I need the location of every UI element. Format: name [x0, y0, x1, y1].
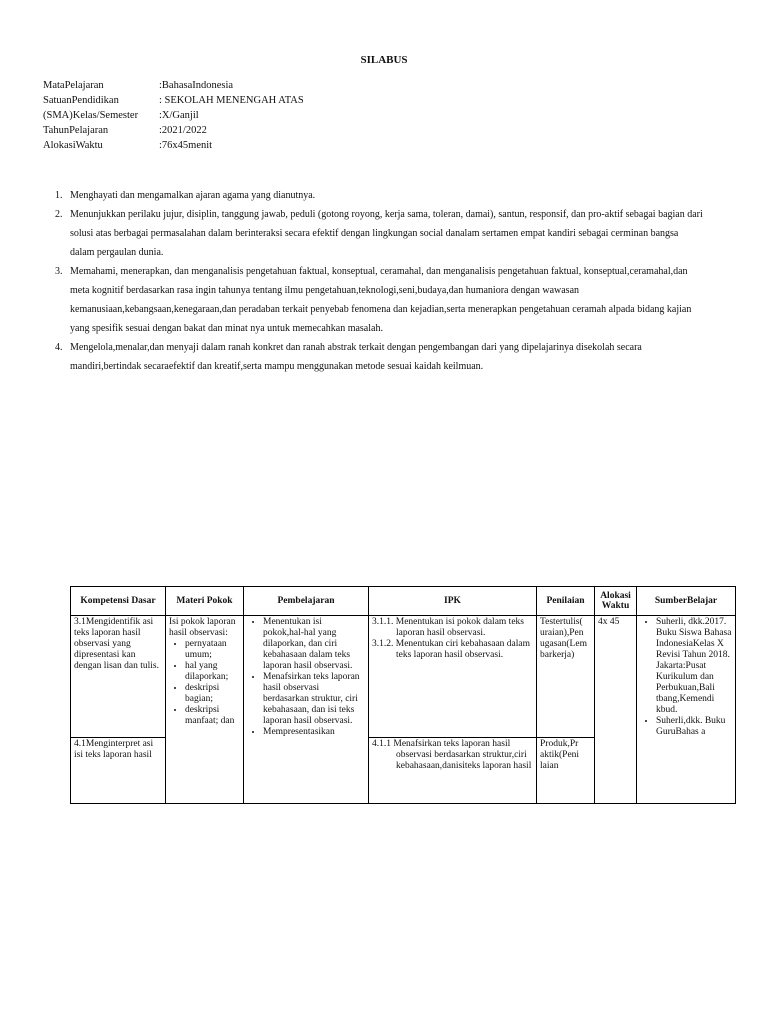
list-item: • deskripsi manfaat; dan [185, 705, 240, 727]
list-number: 4. [55, 342, 63, 353]
list-number: 2. [55, 209, 63, 220]
info-value: :BahasaIndonesia [159, 80, 234, 91]
ipk-item: 4.1.1 Menafsirkan teks laporan hasil observasi berdasarkan struktur,ciri kebahasaan,danisiteks laporan hasil [372, 739, 532, 771]
syllabus-table [70, 586, 736, 804]
materi-intro: Isi pokok laporan hasil observasi: [169, 617, 236, 638]
kd-text: 3.1Mengidentifik asi teks laporan hasil observasi yang dipresentasi kan dengan lisan dan tulis. [74, 617, 159, 671]
ipk-item: 3.1.2. Menentukan ciri kebahasaan dalam teks laporan hasil observasi. [372, 639, 531, 660]
ipk-cell [369, 738, 537, 804]
header-kompetensi-dasar: Kompetensi Dasar [71, 587, 166, 616]
list-item [43, 262, 703, 338]
list-item [43, 338, 703, 376]
table-header-row [71, 587, 736, 616]
list-item: • Menentukan isi pokok,hal-hal yang dilaporkan, dan ciri kebahasaan dalam teks laporan hasil observasi. [263, 617, 365, 672]
alokasi-text: 4x 45 [598, 617, 620, 627]
info-value: :2021/2022 [159, 125, 207, 136]
info-value: :X/Ganjil [159, 110, 199, 121]
sumber-cell [637, 616, 736, 804]
kd-text: 4.1Menginterpret asi isi teks laporan hasil [74, 739, 154, 760]
document-title: SILABUS [360, 54, 408, 66]
list-text: Menghayati dan mengamalkan ajaran agama yang dianutnya. [70, 190, 316, 201]
list-text: Mengelola,menalar,dan menyaji dalam ranah konkret dan ranah abstrak terkait dengan pengembangan dari yang dipelajarinya disekolah secara mandiri,bertindak secaraefektif dan kreatif,serta mampu menggunakan metode sesuai kaidah keilmuan. [70, 342, 642, 372]
list-item: • Suherli, dkk.2017. Buku Siswa Bahasa IndonesiaKelas X Revisi Tahun 2018. Jakarta:Pusat Kurikulum dan Perbukuan,Bali tbang,Kemendi kbud. [656, 617, 732, 716]
penilaian-cell [537, 616, 595, 738]
list-number: 3. [55, 266, 63, 277]
penilaian-text: Produk,Pr aktik(Peni laian [540, 739, 580, 771]
pembelajaran-list [247, 617, 365, 738]
info-value: : SEKOLAH MENENGAH ATAS [159, 95, 304, 106]
info-key: MataPelajaran [43, 80, 104, 91]
materi-cell [166, 616, 244, 804]
list-item [43, 205, 703, 262]
list-item: • Mempresentasikan [263, 727, 365, 738]
penilaian-cell [537, 738, 595, 804]
info-key: TahunPelajaran [43, 125, 109, 136]
header-penilaian: Penilaian [537, 587, 595, 616]
list-item [43, 186, 703, 205]
header-alokasi-waktu: Alokasi Waktu [595, 587, 637, 616]
list-item: • Suherli,dkk. Buku GuruBahas a [656, 716, 732, 738]
list-text: Menunjukkan perilaku jujur, disiplin, tanggung jawab, peduli (gotong royong, kerja sama, toleran, damai), santun, responsif, dan pro-aktif sebagai bagian dari solusi atas berbagai permasalahan dalam berinteraksi secara efektif dengan lingkungan social danalam sertamen empat kandiri sebagai cerminan bangsa dalam pergaulan dunia. [70, 209, 703, 258]
list-item: • hal yang dilaporkan; [185, 661, 240, 683]
header-sumber-belajar: SumberBelajar [637, 587, 736, 616]
sumber-list [640, 617, 732, 738]
list-item: • Menafsirkan teks laporan hasil observasi berdasarkan struktur, ciri kebahasaan, dan isi teks laporan hasil observasi. [263, 672, 365, 727]
list-item: • deskripsi bagian; [185, 683, 240, 705]
header-ipk: IPK [369, 587, 537, 616]
table-row [71, 616, 736, 738]
alokasi-cell [595, 616, 637, 804]
header-materi-pokok: Materi Pokok [166, 587, 244, 616]
ipk-cell [369, 616, 537, 738]
info-key: AlokasiWaktu [43, 140, 103, 151]
list-number: 1. [55, 190, 63, 201]
info-value: :76x45menit [159, 140, 213, 151]
list-text: Memahami, menerapkan, dan menganalisis pengetahuan faktual, konseptual, ceramahal, dan menganalisis pengetahuan faktual, konseptual,ceramahal,dan meta kognitif berdasarkan rasa ingin tahunya tentang ilmu pengetahuan,teknologi,seni,budaya,dan humaniora dengan wawasan kemanusiaan,kebangsaan,kenegaraan,dan peradaban terkait penyebab fenomena dan kejadian,serta menerapkan pengetahuan ceramah alpada bidang kajian yang spesifik sesuai dengan bakat dan minat nya untuk memecahkan masalah. [70, 266, 692, 334]
materi-list [169, 639, 240, 727]
ipk-item: 3.1.1. Menentukan isi pokok dalam teks laporan hasil observasi. [372, 617, 524, 638]
kd-cell [71, 738, 166, 804]
info-key: (SMA)Kelas/Semester [43, 110, 139, 121]
header-pembelajaran: Pembelajaran [244, 587, 369, 616]
kd-cell [71, 616, 166, 738]
info-key: SatuanPendidikan [43, 95, 119, 106]
core-competency-list [43, 186, 703, 376]
penilaian-text: Testertulis( uraian),Pen ugasan(Lem barkerja) [540, 617, 587, 660]
pembelajaran-cell [244, 616, 369, 804]
list-item: • pernyataan umum; [185, 639, 240, 661]
